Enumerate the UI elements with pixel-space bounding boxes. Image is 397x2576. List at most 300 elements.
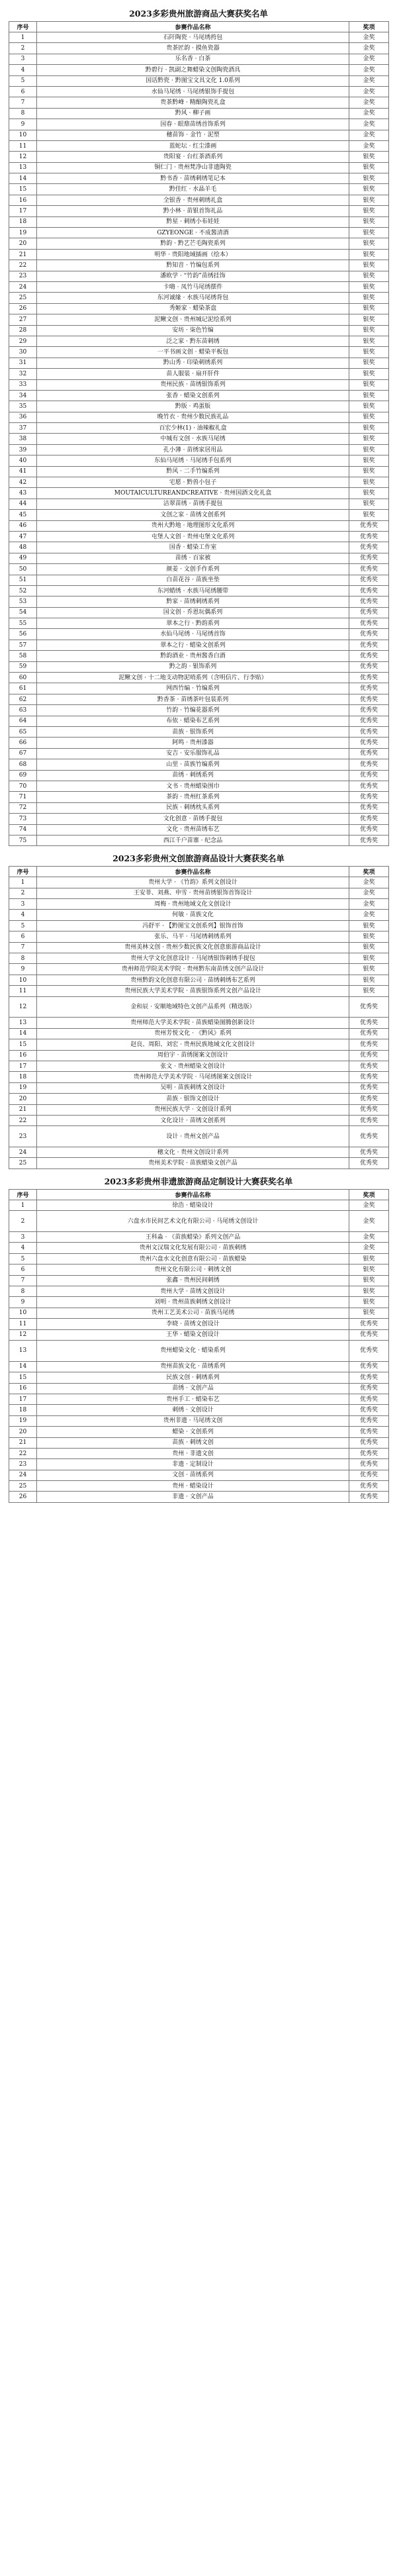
entry-name: 民族文创 · 刺绣系列 bbox=[37, 1372, 349, 1383]
header-no: 序号 bbox=[9, 1189, 37, 1200]
header-award: 奖项 bbox=[349, 1189, 389, 1200]
award-level: 银奖 bbox=[349, 964, 389, 975]
table-row bbox=[9, 596, 389, 607]
row-number: 17 bbox=[9, 1061, 37, 1071]
row-number: 45 bbox=[9, 510, 37, 520]
table-row bbox=[9, 748, 389, 759]
row-number: 23 bbox=[9, 271, 37, 281]
table-row bbox=[9, 1405, 389, 1415]
entry-name: 晚竹衣 · 贵州少数民族礼品 bbox=[37, 412, 349, 422]
entry-name: 黔知音 · 竹编包系列 bbox=[37, 260, 349, 271]
table-row bbox=[9, 1082, 389, 1093]
row-number: 6 bbox=[9, 931, 37, 942]
entry-name: 翠本之行 · 蜡染文创系列 bbox=[37, 640, 349, 650]
table-row bbox=[9, 162, 389, 173]
table-row bbox=[9, 975, 389, 985]
row-number: 53 bbox=[9, 596, 37, 607]
award-level: 优秀奖 bbox=[349, 553, 389, 563]
entry-name: 黔小林 · 苗银首饰礼品 bbox=[37, 206, 349, 216]
row-number: 38 bbox=[9, 434, 37, 444]
section-title: 2023多彩贵州文创旅游商品设计大赛获奖名单 bbox=[112, 853, 285, 864]
entry-name: 黔佳红 · 水晶羊毛 bbox=[37, 184, 349, 195]
table-row bbox=[9, 1061, 389, 1071]
table-row bbox=[9, 173, 389, 184]
row-number: 52 bbox=[9, 585, 37, 596]
entry-name: 苗族 · 银饰文创设计 bbox=[37, 1094, 349, 1104]
table-row bbox=[9, 899, 389, 910]
award-level: 银奖 bbox=[349, 281, 389, 292]
table-row bbox=[9, 564, 389, 575]
table-row bbox=[9, 1481, 389, 1492]
table-row bbox=[9, 488, 389, 499]
award-level: 优秀奖 bbox=[349, 781, 389, 791]
entry-name: 山里 · 苗族竹编系列 bbox=[37, 759, 349, 770]
award-level: 优秀奖 bbox=[349, 835, 389, 845]
award-level: 银奖 bbox=[349, 1297, 389, 1308]
entry-name: 贵州美林文创 · 贵州少数民族文化创意旅游商品设计 bbox=[37, 942, 349, 953]
row-number: 32 bbox=[9, 369, 37, 379]
award-level: 金奖 bbox=[349, 32, 389, 43]
table-row bbox=[9, 1158, 389, 1169]
entry-name: 周梅 · 贵州地域文化文创设计 bbox=[37, 899, 349, 910]
entry-name: 贵州六盘水文化创意有限公司 · 苗族蜡染 bbox=[37, 1253, 349, 1264]
row-number: 59 bbox=[9, 661, 37, 672]
table-row bbox=[9, 1437, 389, 1448]
entry-name: 贵州文化有限公司 · 刺绣文创 bbox=[37, 1264, 349, 1275]
award-level: 优秀奖 bbox=[349, 727, 389, 738]
table-row bbox=[9, 1383, 389, 1394]
row-number: 48 bbox=[9, 542, 37, 553]
award-level: 优秀奖 bbox=[349, 1427, 389, 1437]
table-row bbox=[9, 1147, 389, 1158]
table-row bbox=[9, 293, 389, 303]
entry-name: 东河诚缘 · 水族马尾绣背包 bbox=[37, 293, 349, 303]
entry-name: 穗文化 · 贵州文创设计系列 bbox=[37, 1147, 349, 1158]
entry-name: 国春 · 眼鼎苗绣首饰系列 bbox=[37, 119, 349, 130]
row-number: 20 bbox=[9, 1427, 37, 1437]
entry-name: 文创 · 苗绣系列 bbox=[37, 1470, 349, 1480]
entry-name: 翠本之行 · 黔韵系列 bbox=[37, 618, 349, 629]
award-level: 银奖 bbox=[349, 303, 389, 314]
entry-name: 文化创意 · 苗绣手提包 bbox=[37, 814, 349, 824]
entry-name: 水仙马尾绣 · 马尾绣银饰手提包 bbox=[37, 86, 349, 97]
row-number: 51 bbox=[9, 575, 37, 585]
table-row bbox=[9, 1427, 389, 1437]
award-level: 银奖 bbox=[349, 466, 389, 477]
award-level: 银奖 bbox=[349, 1264, 389, 1275]
section-gap bbox=[9, 1169, 388, 1174]
award-level: 优秀奖 bbox=[349, 1405, 389, 1415]
table-row bbox=[9, 953, 389, 964]
row-number: 19 bbox=[9, 228, 37, 238]
table-row bbox=[9, 347, 389, 358]
row-number: 18 bbox=[9, 1405, 37, 1415]
header-entry-name: 参赛作品名称 bbox=[37, 1189, 349, 1200]
award-level: 银奖 bbox=[349, 488, 389, 499]
award-level: 银奖 bbox=[349, 238, 389, 249]
row-number: 61 bbox=[9, 683, 37, 694]
table-row bbox=[9, 1394, 389, 1404]
table-row bbox=[9, 303, 389, 314]
entry-name: 网西竹编 · 竹编系列 bbox=[37, 683, 349, 694]
row-number: 19 bbox=[9, 1082, 37, 1093]
row-number: 71 bbox=[9, 792, 37, 802]
row-number: 13 bbox=[9, 1018, 37, 1028]
award-level: 银奖 bbox=[349, 1275, 389, 1286]
award-level: 优秀奖 bbox=[349, 1319, 389, 1329]
award-level: 银奖 bbox=[349, 477, 389, 488]
row-number: 44 bbox=[9, 499, 37, 509]
entry-name: 颜姜 · 文创手作系列 bbox=[37, 564, 349, 575]
table-row bbox=[9, 877, 389, 888]
entry-name: 贵州蜡染文化 · 蜡染系列 bbox=[37, 1340, 349, 1361]
table-row bbox=[9, 43, 389, 54]
entry-name: 贵州工艺美术公司 · 苗族马尾绣 bbox=[37, 1308, 349, 1318]
award-level: 优秀奖 bbox=[349, 1372, 389, 1383]
award-level: 优秀奖 bbox=[349, 1158, 389, 1169]
entry-name: 贵州民族大学 · 文创设计系列 bbox=[37, 1104, 349, 1115]
table-row bbox=[9, 1211, 389, 1232]
row-number: 62 bbox=[9, 694, 37, 704]
entry-name: 张香 · 蜡染文创系列 bbox=[37, 390, 349, 401]
table-row bbox=[9, 910, 389, 920]
table-row bbox=[9, 195, 389, 205]
row-number: 2 bbox=[9, 43, 37, 54]
award-level: 银奖 bbox=[349, 986, 389, 996]
award-level: 优秀奖 bbox=[349, 1329, 389, 1340]
award-level: 银奖 bbox=[349, 249, 389, 260]
award-level: 优秀奖 bbox=[349, 1340, 389, 1361]
entry-name: 李晓 · 苗绣文创设计 bbox=[37, 1319, 349, 1329]
table-row bbox=[9, 32, 389, 43]
award-level: 优秀奖 bbox=[349, 814, 389, 824]
award-level: 银奖 bbox=[349, 184, 389, 195]
row-number: 12 bbox=[9, 996, 37, 1018]
row-number: 4 bbox=[9, 910, 37, 920]
table-row bbox=[9, 1372, 389, 1383]
row-number: 55 bbox=[9, 618, 37, 629]
table-row bbox=[9, 455, 389, 466]
award-sections bbox=[9, 7, 388, 1503]
table-header-row bbox=[9, 867, 389, 877]
entry-name: 贵州大学 · 《竹韵》系列文创设计 bbox=[37, 877, 349, 888]
row-number: 8 bbox=[9, 108, 37, 119]
table-row bbox=[9, 119, 389, 130]
row-number: 10 bbox=[9, 130, 37, 140]
table-row bbox=[9, 336, 389, 346]
row-number: 20 bbox=[9, 238, 37, 249]
entry-name: 贵州苗族文化 · 苗绣系列 bbox=[37, 1361, 349, 1372]
table-row bbox=[9, 1253, 389, 1264]
entry-name: 泥鳅文创 · 贵州城记泥绘系列 bbox=[37, 314, 349, 325]
entry-name: 设计 · 贵州文创产品 bbox=[37, 1126, 349, 1147]
table-row bbox=[9, 1039, 389, 1050]
award-level: 金奖 bbox=[349, 1200, 389, 1210]
entry-name: 黔风 · 二手竹编系列 bbox=[37, 466, 349, 477]
table-row bbox=[9, 1094, 389, 1104]
row-number: 14 bbox=[9, 173, 37, 184]
award-level: 优秀奖 bbox=[349, 607, 389, 618]
entry-name: 黔家 · 苗绣刺绣系列 bbox=[37, 596, 349, 607]
row-number: 67 bbox=[9, 748, 37, 759]
table-row bbox=[9, 1243, 389, 1253]
entry-name: 贵州师范学院美术学院 · 贵州黔东南苗绣文创产品设计 bbox=[37, 964, 349, 975]
award-level: 银奖 bbox=[349, 336, 389, 346]
award-level: 优秀奖 bbox=[349, 1039, 389, 1050]
row-number: 4 bbox=[9, 65, 37, 75]
header-entry-name: 参赛作品名称 bbox=[37, 22, 349, 32]
table-row bbox=[9, 1126, 389, 1147]
entry-name: 金和辰 · 安顺地域特色文创产品系列（精选版） bbox=[37, 996, 349, 1018]
award-level: 金奖 bbox=[349, 75, 389, 86]
award-level: 银奖 bbox=[349, 152, 389, 162]
table-row bbox=[9, 651, 389, 661]
award-level: 优秀奖 bbox=[349, 802, 389, 813]
table-row bbox=[9, 520, 389, 531]
row-number: 15 bbox=[9, 184, 37, 195]
row-number: 50 bbox=[9, 564, 37, 575]
award-level: 优秀奖 bbox=[349, 1361, 389, 1372]
row-number: 40 bbox=[9, 455, 37, 466]
award-level: 优秀奖 bbox=[349, 1028, 389, 1039]
row-number: 42 bbox=[9, 477, 37, 488]
table-row bbox=[9, 716, 389, 726]
table-row bbox=[9, 466, 389, 477]
award-level: 优秀奖 bbox=[349, 596, 389, 607]
entry-name: 茶韵 · 贵州红茶系列 bbox=[37, 792, 349, 802]
award-level: 优秀奖 bbox=[349, 673, 389, 683]
entry-name: 竹韵 · 竹编花器系列 bbox=[37, 705, 349, 716]
table-row bbox=[9, 54, 389, 64]
row-number: 34 bbox=[9, 390, 37, 401]
entry-name: 刺绣 · 文创设计 bbox=[37, 1405, 349, 1415]
award-level: 银奖 bbox=[349, 455, 389, 466]
table-row bbox=[9, 931, 389, 942]
award-level: 优秀奖 bbox=[349, 759, 389, 770]
entry-name: 黔韵酒业 · 贵州酱香白酒 bbox=[37, 651, 349, 661]
entry-name: 徐浩 · 蜡染设计 bbox=[37, 1200, 349, 1210]
entry-name: 王科淼 · 《苗族蜡染》系列文创产品 bbox=[37, 1232, 349, 1243]
table-row bbox=[9, 184, 389, 195]
table-row bbox=[9, 401, 389, 412]
entry-name: 何敏 · 苗族文化 bbox=[37, 910, 349, 920]
award-level: 银奖 bbox=[349, 325, 389, 336]
entry-name: 张乐、马平 · 马尾绣刺绣系列 bbox=[37, 931, 349, 942]
header-no: 序号 bbox=[9, 22, 37, 32]
entry-name: 贵州 · 蜡染设计 bbox=[37, 1481, 349, 1492]
entry-name: 明华 · 贵阳地域插画（绘本） bbox=[37, 249, 349, 260]
award-level: 优秀奖 bbox=[349, 1470, 389, 1480]
entry-name: 六盘水市民间艺术文化有限公司 · 马尾绣文创设计 bbox=[37, 1211, 349, 1232]
entry-name: 石阡陶瓷 · 马尾绣挎包 bbox=[37, 32, 349, 43]
table-row bbox=[9, 423, 389, 434]
row-number: 41 bbox=[9, 466, 37, 477]
entry-name: 贵州 · 非遗文创 bbox=[37, 1448, 349, 1458]
entry-name: 黔之韵 · 银饰系列 bbox=[37, 661, 349, 672]
table-row bbox=[9, 835, 389, 845]
table-row bbox=[9, 325, 389, 336]
row-number: 16 bbox=[9, 195, 37, 205]
row-number: 22 bbox=[9, 1115, 37, 1125]
row-number: 6 bbox=[9, 1264, 37, 1275]
entry-name: 张文 · 贵州蜡染文创设计 bbox=[37, 1061, 349, 1071]
award-level: 银奖 bbox=[349, 1308, 389, 1318]
row-number: 24 bbox=[9, 1147, 37, 1158]
award-level: 银奖 bbox=[349, 444, 389, 455]
row-number: 24 bbox=[9, 1470, 37, 1480]
row-number: 15 bbox=[9, 1372, 37, 1383]
entry-name: 贵州师范大学美术学院 · 马尾绣图案文创设计 bbox=[37, 1072, 349, 1082]
row-number: 24 bbox=[9, 281, 37, 292]
entry-name: 一平书画文创 · 蜡染平板包 bbox=[37, 347, 349, 358]
award-level: 优秀奖 bbox=[349, 1050, 389, 1061]
row-number: 47 bbox=[9, 531, 37, 542]
row-number: 5 bbox=[9, 75, 37, 86]
award-level: 优秀奖 bbox=[349, 996, 389, 1018]
row-number: 14 bbox=[9, 1028, 37, 1039]
award-level: 银奖 bbox=[349, 173, 389, 184]
award-level: 银奖 bbox=[349, 499, 389, 509]
entry-name: 贵州大学 · 苗绣文创设计 bbox=[37, 1286, 349, 1297]
row-number: 15 bbox=[9, 1039, 37, 1050]
section-title: 2023多彩贵州旅游商品大赛获奖名单 bbox=[129, 9, 268, 19]
entry-name: 苗人服装 · 扇开肝件 bbox=[37, 369, 349, 379]
row-number: 8 bbox=[9, 953, 37, 964]
row-number: 69 bbox=[9, 770, 37, 781]
row-number: 3 bbox=[9, 1232, 37, 1243]
award-level: 银奖 bbox=[349, 216, 389, 227]
entry-name: 黔碧行 · 凯副之舞蜡染文创陶瓷酒具 bbox=[37, 65, 349, 75]
entry-name: 苗绣 · 刺绣系列 bbox=[37, 770, 349, 781]
entry-name: 苗绣 · 文创产品 bbox=[37, 1383, 349, 1394]
award-level: 银奖 bbox=[349, 942, 389, 953]
award-level: 金奖 bbox=[349, 54, 389, 64]
award-level: 银奖 bbox=[349, 347, 389, 358]
award-table bbox=[9, 1189, 389, 1503]
table-row bbox=[9, 618, 389, 629]
award-level: 优秀奖 bbox=[349, 770, 389, 781]
row-number: 22 bbox=[9, 1448, 37, 1458]
table-row bbox=[9, 444, 389, 455]
entry-name: 秀姬家 · 蜡染茶盘 bbox=[37, 303, 349, 314]
row-number: 1 bbox=[9, 1200, 37, 1210]
entry-name: GZYEONGE · 不成酱清酒 bbox=[37, 228, 349, 238]
row-number: 58 bbox=[9, 651, 37, 661]
row-number: 49 bbox=[9, 553, 37, 563]
table-row bbox=[9, 1297, 389, 1308]
row-number: 64 bbox=[9, 716, 37, 726]
entry-name: 贵阳宴 · 台红茶酒系列 bbox=[37, 152, 349, 162]
table-row bbox=[9, 238, 389, 249]
entry-name: 孔小薄 · 苗绣家居用品 bbox=[37, 444, 349, 455]
table-row bbox=[9, 499, 389, 509]
entry-name: 宅愿 · 黔兽小包子 bbox=[37, 477, 349, 488]
table-row bbox=[9, 986, 389, 996]
award-level: 金奖 bbox=[349, 910, 389, 920]
row-number: 11 bbox=[9, 140, 37, 151]
table-row bbox=[9, 97, 389, 108]
table-row bbox=[9, 1319, 389, 1329]
entry-name: 屯堡人文创 · 贵州屯堡文化系列 bbox=[37, 531, 349, 542]
row-number: 57 bbox=[9, 640, 37, 650]
award-level: 银奖 bbox=[349, 314, 389, 325]
table-row bbox=[9, 477, 389, 488]
entry-name: 贵州民族 · 苗绣银饰系列 bbox=[37, 379, 349, 390]
award-level: 优秀奖 bbox=[349, 1415, 389, 1426]
entry-name: 贵茶黔峰 · 精酿陶瓷礼盒 bbox=[37, 97, 349, 108]
entry-name: 张鑫 · 贵州民间刺绣 bbox=[37, 1275, 349, 1286]
entry-name: 蜡染 · 文创系列 bbox=[37, 1427, 349, 1437]
entry-name: 安吉 · 安乐服饰礼品 bbox=[37, 748, 349, 759]
table-row bbox=[9, 75, 389, 86]
table-row bbox=[9, 434, 389, 444]
table-row bbox=[9, 1115, 389, 1125]
award-level: 金奖 bbox=[349, 97, 389, 108]
table-row bbox=[9, 705, 389, 716]
award-level: 优秀奖 bbox=[349, 1126, 389, 1147]
table-row bbox=[9, 1072, 389, 1082]
entry-name: 国文创 · 乔恩玩偶系列 bbox=[37, 607, 349, 618]
row-number: 31 bbox=[9, 358, 37, 368]
award-level: 优秀奖 bbox=[349, 748, 389, 759]
award-level: 优秀奖 bbox=[349, 640, 389, 650]
table-row bbox=[9, 1232, 389, 1243]
award-level: 优秀奖 bbox=[349, 1147, 389, 1158]
entry-name: 贵州大黔地 · 地理图形文化系列 bbox=[37, 520, 349, 531]
row-number: 36 bbox=[9, 412, 37, 422]
row-number: 13 bbox=[9, 162, 37, 173]
award-level: 金奖 bbox=[349, 877, 389, 888]
row-number: 14 bbox=[9, 1361, 37, 1372]
row-number: 21 bbox=[9, 1437, 37, 1448]
table-row bbox=[9, 1275, 389, 1286]
entry-name: 洁翠苗绣 · 苗绣手提包 bbox=[37, 499, 349, 509]
table-row bbox=[9, 575, 389, 585]
table-row bbox=[9, 412, 389, 422]
entry-name: 穗苗饰 · 金竹 · 泥塑 bbox=[37, 130, 349, 140]
table-row bbox=[9, 1104, 389, 1115]
entry-name: 国话黔瓷 · 黔图宝文具文化 1.0系列 bbox=[37, 75, 349, 86]
entry-name: 黔韵 · 黔艺芒毛陶瓷系列 bbox=[37, 238, 349, 249]
table-row bbox=[9, 531, 389, 542]
entry-name: 贵茶匠韵 · 摸鱼瓷器 bbox=[37, 43, 349, 54]
row-number: 2 bbox=[9, 888, 37, 898]
table-row bbox=[9, 86, 389, 97]
row-number: 29 bbox=[9, 336, 37, 346]
row-number: 30 bbox=[9, 347, 37, 358]
award-level: 优秀奖 bbox=[349, 618, 389, 629]
header-entry-name: 参赛作品名称 bbox=[37, 867, 349, 877]
row-number: 2 bbox=[9, 1211, 37, 1232]
row-number: 26 bbox=[9, 303, 37, 314]
row-number: 21 bbox=[9, 249, 37, 260]
award-level: 优秀奖 bbox=[349, 1492, 389, 1502]
table-row bbox=[9, 249, 389, 260]
entry-name: 贵州非遗 · 马尾绣文创 bbox=[37, 1415, 349, 1426]
row-number: 5 bbox=[9, 920, 37, 931]
row-number: 25 bbox=[9, 1481, 37, 1492]
entry-name: 非遗 · 文创产品 bbox=[37, 1492, 349, 1502]
table-row bbox=[9, 920, 389, 931]
row-number: 7 bbox=[9, 97, 37, 108]
row-number: 35 bbox=[9, 401, 37, 412]
table-row bbox=[9, 1415, 389, 1426]
table-row bbox=[9, 1459, 389, 1470]
award-level: 金奖 bbox=[349, 899, 389, 910]
entry-name: 王安菲、刘燕、申雪 · 贵州苗绣银饰首饰设计 bbox=[37, 888, 349, 898]
table-row bbox=[9, 152, 389, 162]
table-row bbox=[9, 727, 389, 738]
